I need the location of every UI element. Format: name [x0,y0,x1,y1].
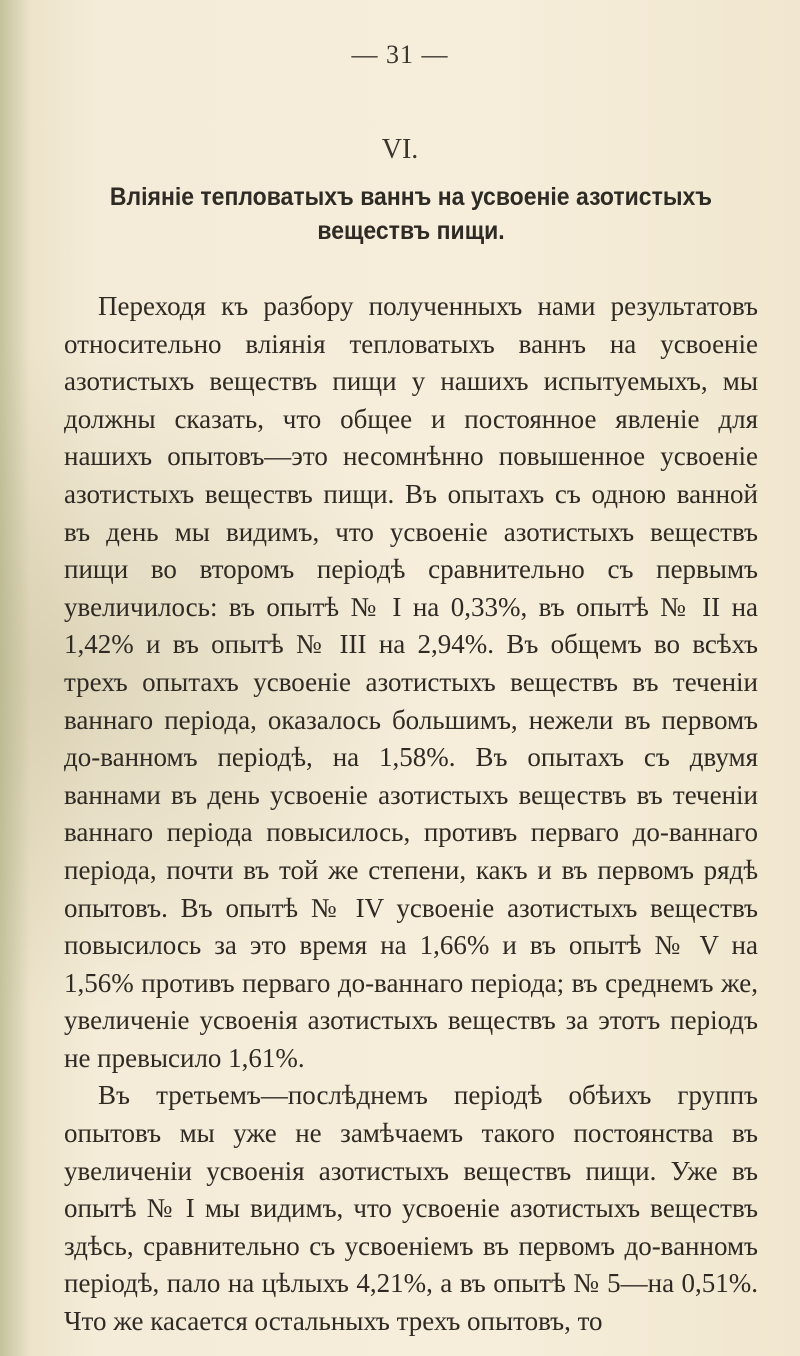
paragraph-1: Переходя къ разбору полученныхъ нами результатовъ относительно вліянія тепловатыхъ ваннъ на усвоеніе азотистыхъ веществъ пищи у нашихъ испытуемыхъ, мы должны сказать, что общее и постоянное явленіе для нашихъ опытовъ—это несомнѣнно повышенное усвоеніе азотистыхъ веществъ пищи. Въ опытахъ съ одною ванной въ день мы видимъ, что усвоеніе азотистыхъ веществъ пищи во второмъ періодѣ сравнительно съ первымъ увеличилось: въ опытѣ № I на 0,33%, въ опытѣ № II на 1,42% и въ опытѣ № III на 2,94%. Въ общемъ во всѣхъ трехъ опытахъ усвоеніе азотистыхъ веществъ въ теченіи ваннаго періода, оказалось большимъ, нежели въ первомъ до-ванномъ періодѣ, на 1,58%. Въ опытахъ съ двумя ваннами въ день усвоеніе азотистыхъ веществъ въ теченіи ваннаго періода повысилось, противъ перваго до-ваннаго періода, почти въ той же степени, какъ и въ первомъ рядѣ опытовъ. Въ опытѣ № IV усвоеніе азотистыхъ веществъ повысилось за это время на 1,66% и въ опытѣ № V на 1,56% противъ перваго до-ваннаго періода; въ среднемъ же, увеличеніе усвоенія азотистыхъ веществъ за этотъ періодъ не превысило 1,61%. [64,291,758,1073]
page-edge-stain [0,0,30,1356]
section-number: VI. [381,134,419,165]
body-text [64,288,758,1341]
page-number: — 31 — [351,40,449,69]
paragraph-2: Въ третьемъ—послѣднемъ періодѣ обѣихъ группъ опытовъ мы уже не замѣчаемъ такого постоянства въ увеличеніи усвоенія азотистыхъ веществъ пищи. Уже въ опытѣ № I мы видимъ, что усвоеніе азотистыхъ веществъ здѣсь, сравнительно съ усвоеніемъ въ первомъ до-ванномъ періодѣ, пало на цѣлыхъ 4,21%, а въ опытѣ № 5—на 0,51%. Что же касается остальныхъ трехъ опытовъ, то [64,1080,758,1337]
section-heading: Вліяніе тепловатыхъ ваннъ на усвоеніе азотистыхъ веществъ пищи. [109,183,713,245]
